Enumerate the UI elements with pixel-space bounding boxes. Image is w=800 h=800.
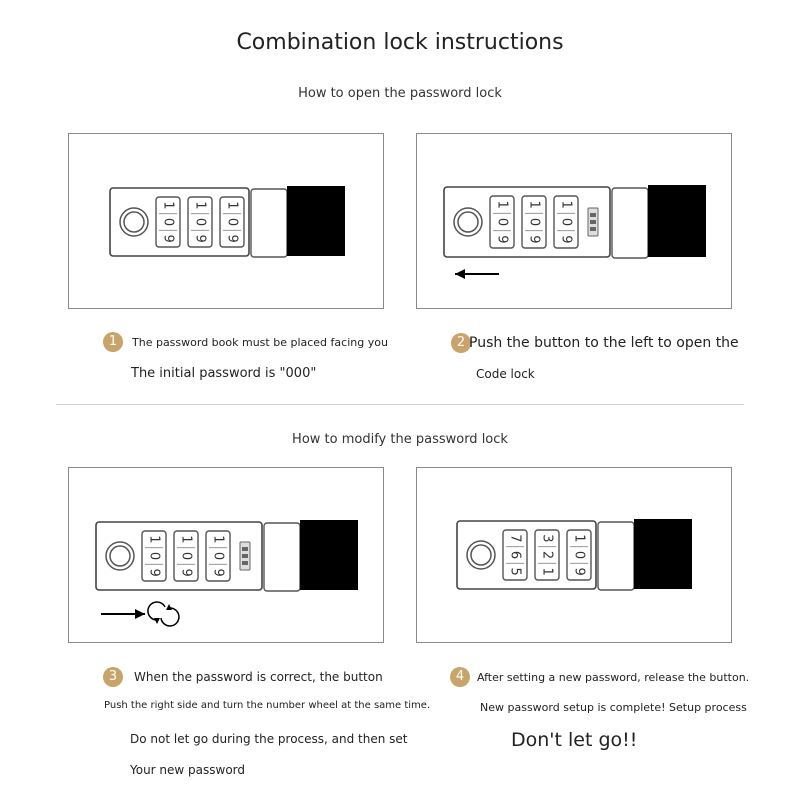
- lock-body-group: [444, 185, 706, 258]
- wheel-digit: 0: [224, 217, 240, 227]
- button-grip: [242, 547, 248, 551]
- wheel-digit: 1: [192, 201, 208, 210]
- zipper-tab: [300, 520, 358, 590]
- lock-body-group: [96, 520, 358, 591]
- zipper-tab: [648, 185, 706, 257]
- keyhole-inner-icon: [458, 212, 478, 232]
- wheel-digit: 0: [178, 551, 194, 561]
- button-grip: [590, 220, 596, 224]
- wheel-digit: 9: [146, 568, 162, 577]
- wheel-digit: 9: [210, 568, 226, 577]
- zipper-slider: [251, 189, 287, 257]
- step-3-line-4: Your new password: [130, 763, 246, 777]
- step-2-line-1: Push the button to the left to open the: [469, 335, 739, 351]
- wheel-digit: 1: [160, 201, 176, 210]
- wheel-digit: 1: [539, 567, 555, 576]
- wheel-digit: 9: [224, 234, 240, 243]
- button-grip: [242, 561, 248, 565]
- rotate-icon: [148, 602, 179, 626]
- step-3-line-1: When the password is correct, the button: [134, 670, 383, 684]
- button-grip: [242, 554, 248, 558]
- wheel-digit: 6: [507, 550, 523, 560]
- wheel-digit: 9: [571, 567, 587, 576]
- panel-step-2: [416, 133, 732, 309]
- step-1-line-2: The initial password is "000": [131, 366, 317, 381]
- wheel-digit: 5: [507, 567, 523, 576]
- wheel-digit: 0: [571, 550, 587, 560]
- button-grip: [590, 213, 596, 217]
- step-1-line-1: The password book must be placed facing you: [132, 336, 388, 349]
- wheel-digit: 0: [192, 217, 208, 227]
- wheel-digit: 9: [558, 235, 574, 244]
- lock-body-group: [457, 519, 692, 590]
- wheel-digit: 1: [571, 534, 587, 543]
- wheel-digit: 7: [507, 534, 523, 543]
- rotate-head: [166, 604, 172, 610]
- wheel-digit: 1: [558, 200, 574, 209]
- zipper-tab: [634, 519, 692, 589]
- wheel-digit: 1: [494, 200, 510, 209]
- wheel-digit: 1: [224, 201, 240, 210]
- zipper-tab: [287, 186, 345, 256]
- button-grip: [590, 227, 596, 231]
- wheel-digit: 1: [146, 535, 162, 544]
- wheel-digit: 0: [526, 217, 542, 227]
- lock-illustration-3: [69, 468, 385, 644]
- section-divider: [56, 404, 744, 405]
- wheel-digit: 0: [160, 217, 176, 227]
- wheel-digit: 0: [146, 551, 162, 561]
- lock-illustration-1: [69, 134, 385, 310]
- wheel-digit: 9: [178, 568, 194, 577]
- wheel-digit: 9: [192, 234, 208, 243]
- rotate-head: [154, 618, 160, 624]
- wheel-digit: 0: [558, 217, 574, 227]
- step-4-line-3: Don't let go!!: [511, 729, 638, 751]
- step-4-line-1: After setting a new password, release the button.: [477, 671, 750, 684]
- wheel-digit: 2: [539, 550, 555, 560]
- wheel-digit: 9: [160, 234, 176, 243]
- lock-illustration-4: [417, 468, 733, 644]
- keyhole-inner-icon: [110, 546, 130, 566]
- step-number-3: 3: [103, 667, 123, 687]
- zipper-slider: [598, 522, 634, 590]
- page-title: Combination lock instructions: [236, 30, 564, 55]
- wheel-digit: 9: [494, 235, 510, 244]
- rotate-arc: [161, 608, 179, 626]
- wheel-digit: 3: [539, 534, 555, 543]
- wheel-digit: 9: [526, 235, 542, 244]
- zipper-slider: [264, 523, 300, 591]
- arrow-left-icon-head: [455, 269, 465, 279]
- keyhole-inner-icon: [471, 545, 491, 565]
- step-number-4: 4: [450, 667, 470, 687]
- wheel-digit: 1: [178, 535, 194, 544]
- arrow-right-icon-head: [135, 609, 145, 619]
- rotate-arc: [148, 602, 165, 620]
- wheel-digit: 1: [210, 535, 226, 544]
- step-3-line-3: Do not let go during the process, and then set: [130, 732, 408, 746]
- wheel-digit: 0: [210, 551, 226, 561]
- lock-illustration-2: [417, 134, 733, 310]
- section-heading-open: How to open the password lock: [298, 86, 502, 101]
- panel-step-1: [68, 133, 384, 309]
- zipper-slider: [612, 188, 648, 258]
- step-number-2: 2: [451, 333, 471, 353]
- wheel-digit: 0: [494, 217, 510, 227]
- keyhole-inner-icon: [124, 212, 144, 232]
- step-3-line-2: Push the right side and turn the number wheel at the same time.: [104, 700, 431, 711]
- lock-body-group: [110, 186, 345, 257]
- section-heading-modify: How to modify the password lock: [292, 432, 508, 447]
- step-number-1: 1: [103, 332, 123, 352]
- panel-step-4: [416, 467, 732, 643]
- step-4-line-2: New password setup is complete! Setup process: [480, 701, 747, 714]
- wheel-digit: 1: [526, 200, 542, 209]
- step-2-line-2: Code lock: [476, 367, 535, 381]
- panel-step-3: [68, 467, 384, 643]
